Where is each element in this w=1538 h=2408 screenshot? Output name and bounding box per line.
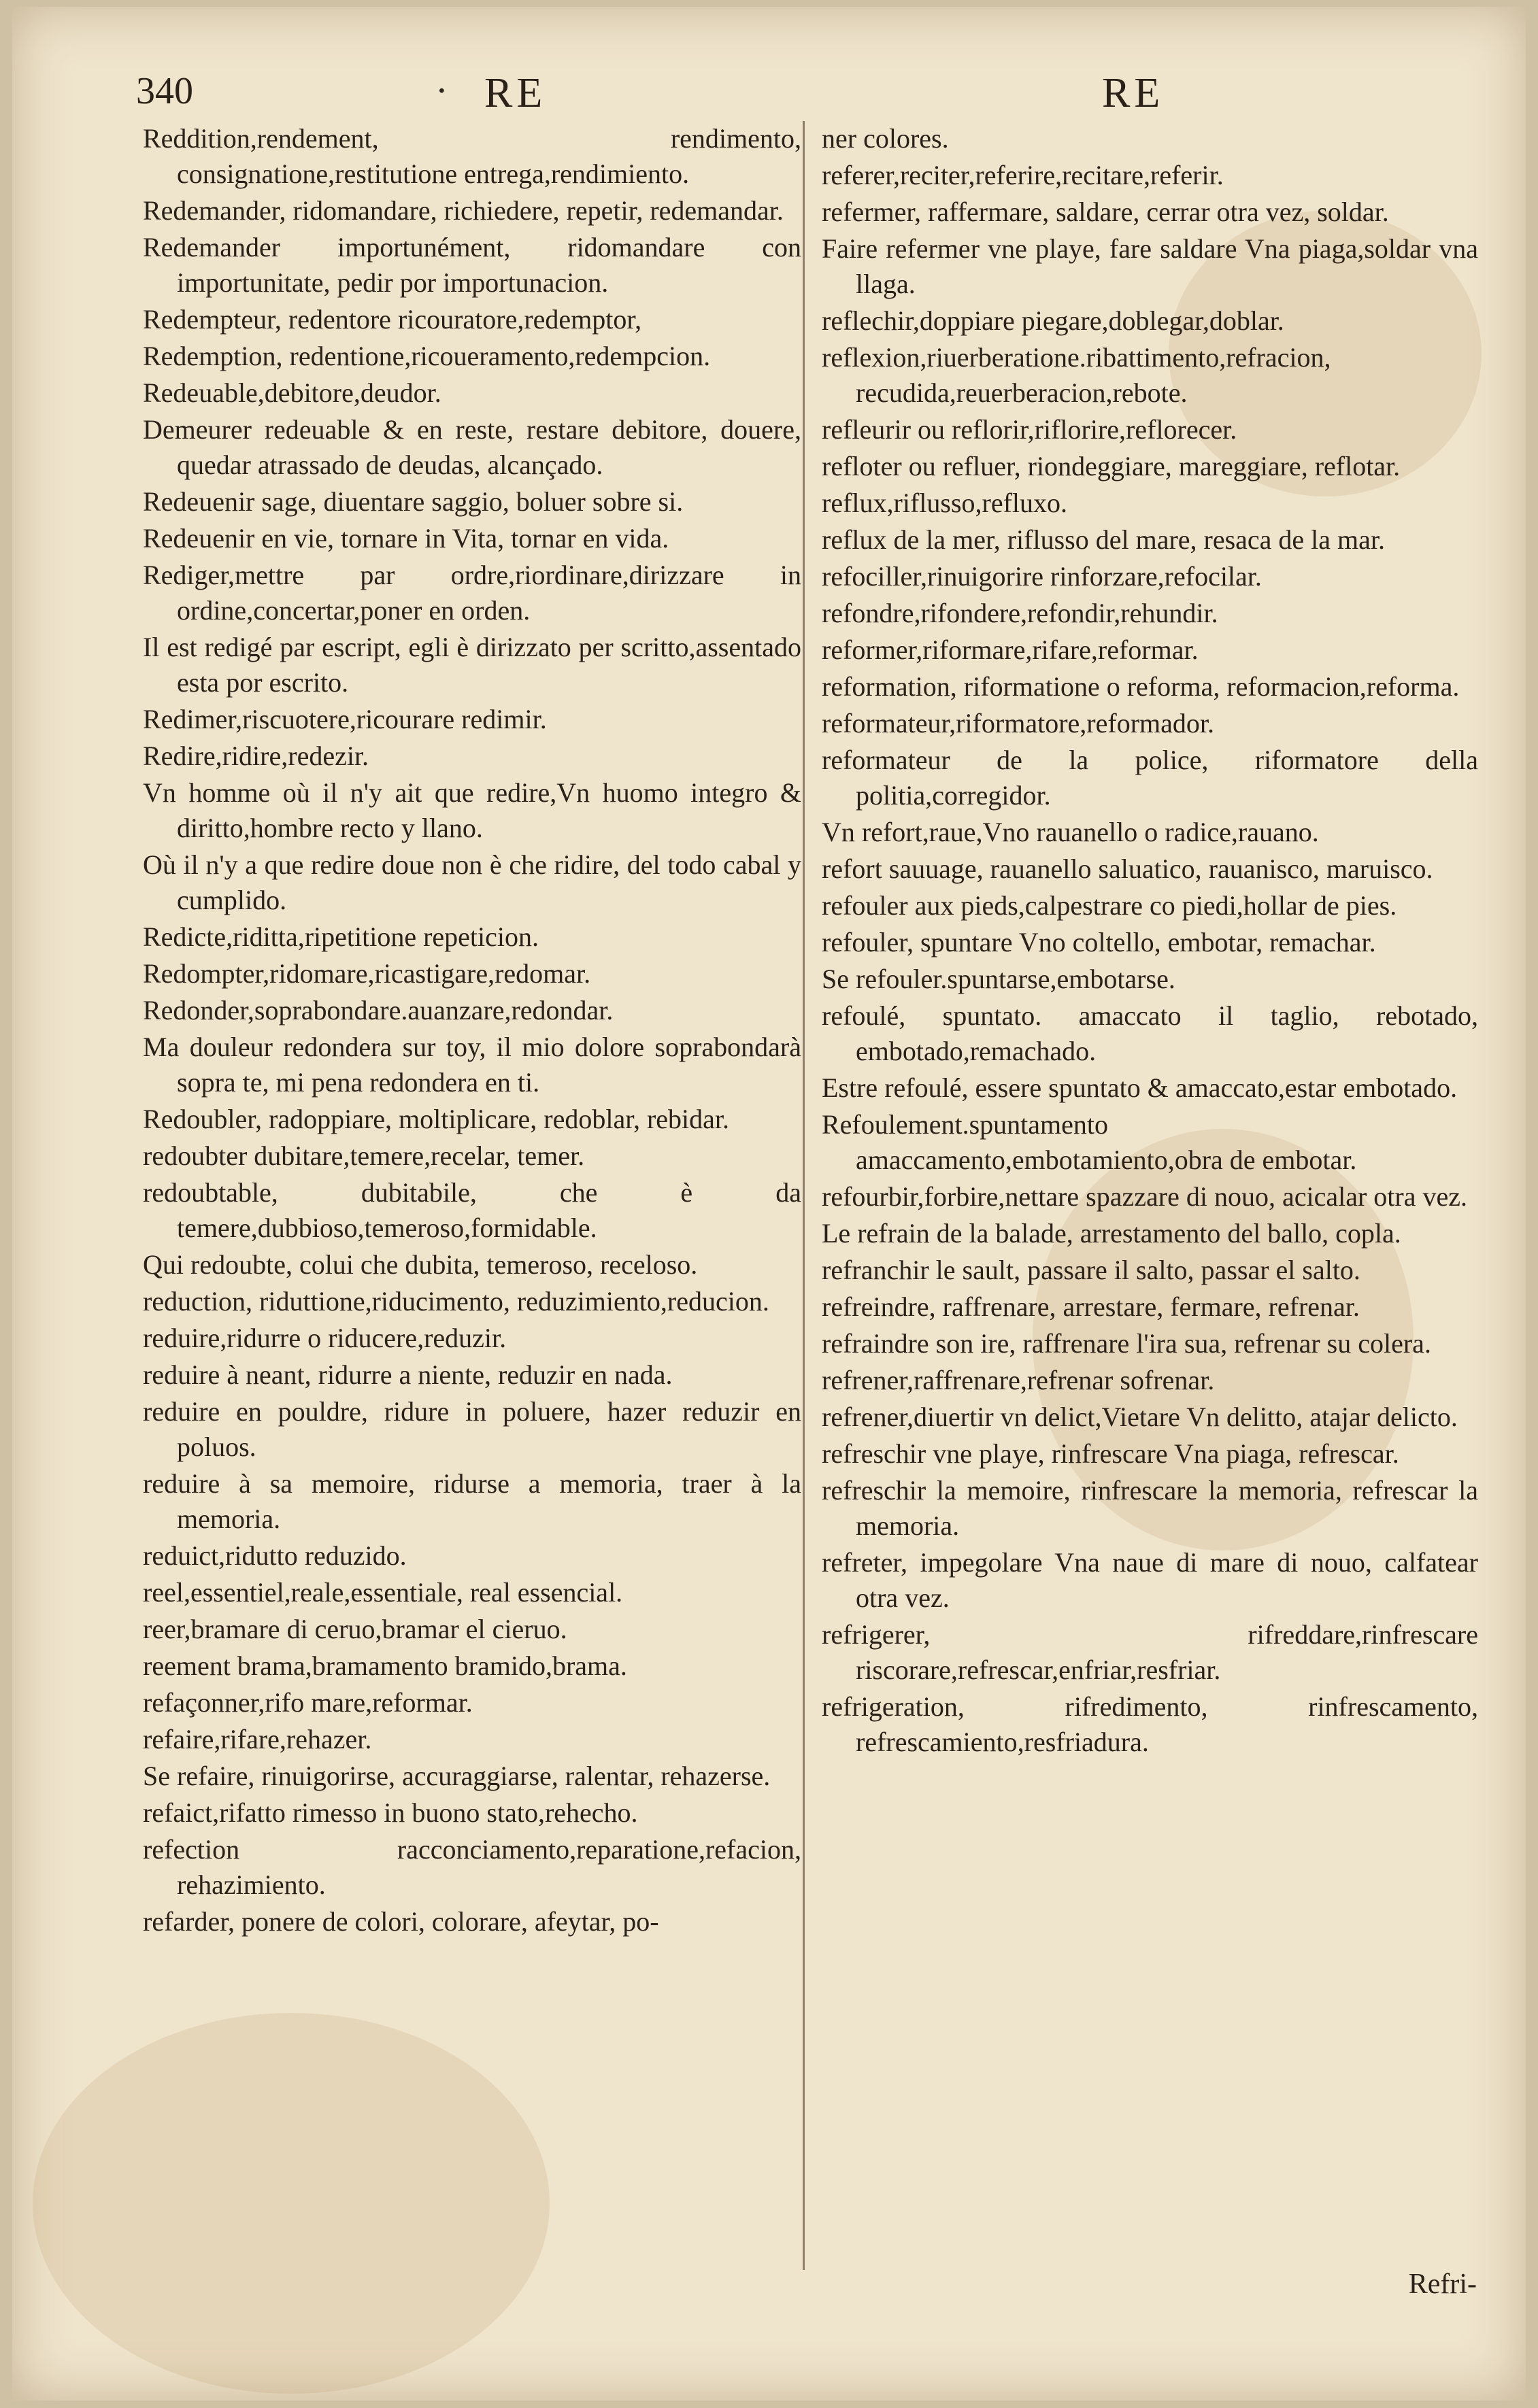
dictionary-entry: Redeuable,debitore,deudor. [143, 377, 441, 408]
dictionary-entry: reformateur,riformatore,reformador. [822, 708, 1214, 739]
dictionary-entry: refouler aux pieds,calpestrare co piedi,hollar de pies. [822, 890, 1397, 921]
paper-stain [33, 2013, 550, 2394]
dictionary-entry: reduire à sa memoire, ridurse a memoria, traer à la memoria. [143, 1468, 801, 1534]
dictionary-entry: Redimer,riscuotere,ricourare redimir. [143, 704, 547, 734]
dictionary-entry: refarder, ponere de colori, colorare, afeytar, po- [143, 1906, 659, 1937]
dictionary-entry: Où il n'y a que redire doue non è che ridire, del todo cabal y cumplido. [143, 849, 801, 915]
dictionary-entry: refreschir la memoire, rinfrescare la memoria, refrescar la memoria. [822, 1475, 1478, 1541]
dictionary-entry: referer,reciter,referire,recitare,referir. [822, 160, 1224, 190]
dictionary-entry: refrener,raffrenare,refrenar sofrenar. [822, 1365, 1215, 1395]
left-column [143, 121, 801, 1941]
dictionary-entry: reduction, riduttione,riducimento, reduzimiento,reducion. [143, 1286, 769, 1317]
dictionary-entry: reflux,riflusso,refluxo. [822, 488, 1068, 518]
dictionary-entry: Redemander importunément, ridomandare con importunitate, pedir por importunacion. [143, 232, 801, 298]
page-header [0, 69, 1538, 117]
dictionary-entry: refection racconciamento,reparatione,refacion, rehazimiento. [143, 1834, 801, 1900]
dictionary-entry: Redeuenir en vie, tornare in Vita, tornar en vida. [143, 523, 669, 554]
dictionary-entry: refermer, raffermare, saldare, cerrar otra vez, soldar. [822, 197, 1389, 227]
dictionary-entry: redoubtable, dubitabile, che è da temere,dubbioso,temeroso,formidable. [143, 1177, 801, 1243]
dictionary-entry: refranchir le sault, passare il salto, passar el salto. [822, 1255, 1360, 1285]
running-head-right: RE [1102, 70, 1165, 116]
dictionary-entry: Rediger,mettre par ordre,riordinare,dirizzare in ordine,concertar,poner en orden. [143, 560, 801, 626]
dictionary-entry: reduire en pouldre, ridure in poluere, hazer reduzir en poluos. [143, 1396, 801, 1462]
dictionary-entry: refaict,rifatto rimesso in buono stato,rehecho. [143, 1797, 638, 1828]
column-divider [803, 121, 805, 2270]
dictionary-entry: redoubter dubitare,temere,recelar, temer. [143, 1140, 585, 1171]
dictionary-entry: reement brama,bramamento bramido,brama. [143, 1650, 627, 1681]
dictionary-entry: refrener,diuertir vn delict,Vietare Vn delitto, atajar delicto. [822, 1402, 1458, 1432]
page-number: 340 [136, 70, 193, 112]
dictionary-entry: Se refouler.spuntarse,embotarse. [822, 964, 1175, 994]
header-dot: · [435, 70, 448, 112]
dictionary-entry: refoulé, spuntato. amaccato il taglio, rebotado, embotado,remachado. [822, 1000, 1478, 1066]
dictionary-entry: Ma douleur redondera sur toy, il mio dolore soprabondarà sopra te, mi pena redondera en ti. [143, 1032, 801, 1098]
dictionary-entry: reformation, riformatione o reforma, reformacion,reforma. [822, 671, 1460, 702]
dictionary-entry: Refoulement.spuntamento amaccamento,embotamiento,obra de embotar. [822, 1109, 1357, 1175]
dictionary-entry: reformateur de la police, riformatore della politia,corregidor. [822, 745, 1478, 811]
dictionary-entry: Estre refoulé, essere spuntato & amaccato,estar embotado. [822, 1072, 1458, 1103]
catchword: Refri- [1408, 2269, 1477, 2300]
dictionary-entry: refaire,rifare,rehazer. [143, 1724, 372, 1754]
dictionary-entry: ner colores. [822, 123, 949, 154]
dictionary-entry: Redemander, ridomandare, richiedere, repetir, redemandar. [143, 195, 784, 226]
dictionary-entry: Se refaire, rinuigorirse, accuraggiarse, ralentar, rehazerse. [143, 1761, 771, 1791]
dictionary-entry: Qui redoubte, colui che dubita, temeroso, receloso. [143, 1249, 698, 1280]
dictionary-entry: refrigerer, rifreddare,rinfrescare riscorare,refrescar,enfriar,resfriar. [822, 1619, 1478, 1685]
dictionary-entry: Redire,ridire,redezir. [143, 741, 369, 771]
dictionary-entry: Redoubler, radoppiare, moltiplicare, redoblar, rebidar. [143, 1104, 730, 1134]
dictionary-entry: Demeurer redeuable & en reste, restare debitore, douere, quedar atrassado de deudas, alcançado. [143, 414, 801, 480]
dictionary-entry: refourbir,forbire,nettare spazzare di nouo, acicalar otra vez. [822, 1181, 1467, 1212]
right-column [822, 121, 1478, 1761]
dictionary-entry: reflux de la mer, riflusso del mare, resaca de la mar. [822, 524, 1386, 555]
dictionary-entry: refreindre, raffrenare, arrestare, fermare, refrenar. [822, 1291, 1360, 1322]
dictionary-entry: refrigeration, rifredimento, rinfrescamento, refrescamiento,resfriadura. [822, 1691, 1478, 1757]
dictionary-entry: reduire,ridurre o riducere,reduzir. [143, 1323, 507, 1353]
dictionary-entry: refreschir vne playe, rinfrescare Vna piaga, refrescar. [822, 1438, 1399, 1469]
dictionary-entry: refaçonner,rifo mare,reformar. [143, 1687, 473, 1718]
dictionary-entry: reduire à neant, ridurre a niente, reduzir en nada. [143, 1359, 673, 1390]
dictionary-entry: refort sauuage, rauanello saluatico, rauanisco, maruisco. [822, 853, 1433, 884]
running-head-left: RE [484, 70, 547, 116]
dictionary-entry: reflechir,doppiare piegare,doblegar,doblar. [822, 305, 1284, 336]
dictionary-entry: refloter ou refluer, riondeggiare, mareggiare, reflotar. [822, 451, 1401, 481]
dictionary-entry: Vn homme où il n'y ait que redire,Vn huomo integro & diritto,hombre recto y llano. [143, 777, 801, 843]
dictionary-entry: Le refrain de la balade, arrestamento del ballo, copla. [822, 1218, 1401, 1249]
dictionary-entry: reflexion,riuerberatione.ribattimento,refracion, recudida,reuerberacion,rebote. [822, 342, 1331, 408]
dictionary-entry: refondre,rifondere,refondir,rehundir. [822, 598, 1218, 628]
dictionary-entry: reer,bramare di ceruo,bramar el cieruo. [143, 1614, 567, 1644]
dictionary-entry: reformer,riformare,rifare,reformar. [822, 634, 1199, 665]
dictionary-entry: Redompter,ridomare,ricastigare,redomar. [143, 958, 591, 989]
dictionary-entry: refleurir ou reflorir,riflorire,reflorecer. [822, 414, 1237, 445]
dictionary-entry: Vn refort,raue,Vno rauanello o radice,rauano. [822, 817, 1319, 847]
dictionary-entry: Redemption, redentione,ricoueramento,redempcion. [143, 341, 711, 371]
dictionary-entry: Redempteur, redentore ricouratore,redemptor, [143, 304, 642, 335]
dictionary-entry: refraindre son ire, raffrenare l'ira sua, refrenar su colera. [822, 1328, 1431, 1359]
dictionary-entry: Redeuenir sage, diuentare saggio, boluer sobre si. [143, 486, 684, 517]
dictionary-entry: reel,essentiel,reale,essentiale, real essencial. [143, 1577, 623, 1608]
dictionary-entry: refouler, spuntare Vno coltello, embotar, remachar. [822, 927, 1376, 957]
dictionary-entry: Redicte,riditta,ripetitione repeticion. [143, 921, 539, 952]
dictionary-entry: refreter, impegolare Vna naue di mare di nouo, calfatear otra vez. [822, 1547, 1478, 1613]
dictionary-entry: refociller,rinuigorire rinforzare,refocilar. [822, 561, 1262, 592]
dictionary-entry: Faire refermer vne playe, fare saldare Vna piaga,soldar vna llaga. [822, 233, 1478, 299]
dictionary-entry: Reddition,rendement, rendimento, consignatione,restitutione entrega,rendimiento. [143, 123, 801, 189]
dictionary-entry: Redonder,soprabondare.auanzare,redondar. [143, 995, 614, 1025]
dictionary-entry: reduict,ridutto reduzido. [143, 1540, 407, 1571]
dictionary-entry: Il est redigé par escript, egli è dirizzato per scritto,assentado esta por escrito. [143, 632, 801, 698]
